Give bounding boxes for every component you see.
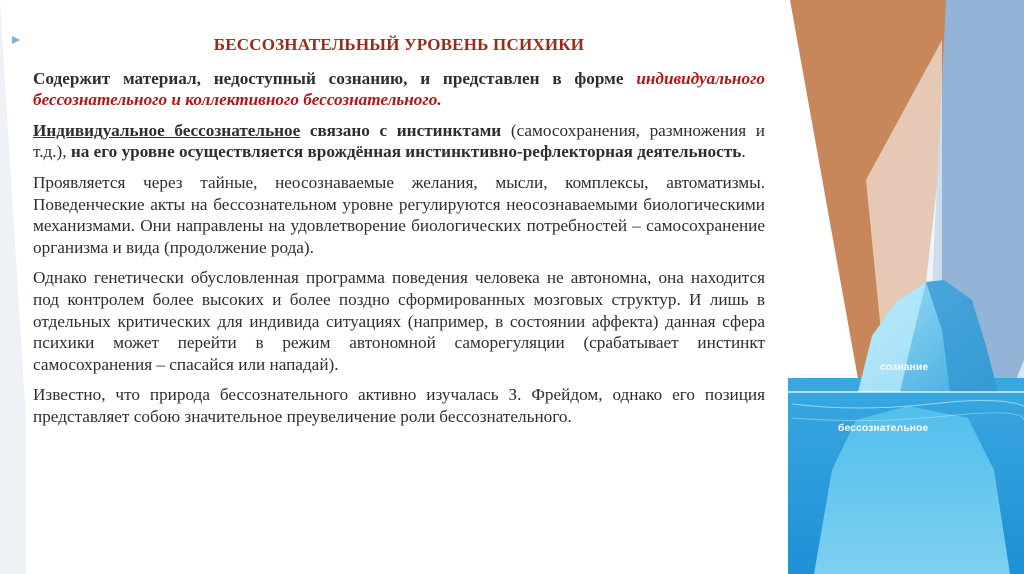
- iceberg-label-conscious: сознание: [880, 361, 929, 373]
- p2-normal: (самосохранения, размножения и т.д.),: [33, 120, 765, 162]
- paragraph-5: Известно, что природа бессознательного активно изучалась З. Фрейдом, однако его позиция представляет собою значительное преувеличение роли бессознательного.: [33, 385, 765, 426]
- p2-bold1: связано с инстинктами: [300, 120, 502, 140]
- p2-end: .: [741, 142, 746, 162]
- p2-bold2: на его уровне осуществляется врождённая инстинктивно-рефлекторная деятельность: [66, 142, 742, 162]
- p1-highlight: индивидуального бессознательного и коллективного бессознательного: [33, 68, 766, 110]
- p1-lead: Содержит материал, недоступный сознанию, и представлен в форме: [33, 68, 624, 88]
- accent-triangle-shape: [12, 36, 20, 44]
- left-triangle-shape: [0, 0, 26, 574]
- iceberg-label-unconscious: бессознательное: [838, 422, 929, 434]
- paragraph-3: Проявляется через тайные, неосознаваемые желания, мысли, комплексы, автоматизмы. Поведенческие акты на бессознательном уровне регулируются неосознаваемыми биологическими механизмами. Они направлены на удовлетворение биологических потребностей – самосохранение организма и вида (продолжение рода).: [33, 172, 765, 257]
- slide-title: БЕССОЗНАТЕЛЬНЫЙ УРОВЕНЬ ПСИХИКИ: [213, 35, 585, 54]
- slide-content: [33, 34, 765, 437]
- paragraph-4: Однако генетически обусловленная программа поведения человека не автономна, она находится под контролем более высоких и более поздно сформированных мозговых структур. И лишь в отдельных критических для индивида ситуациях (например, в состоянии аффекта) данная сфера психики может перейти в режим автономной саморегуляции (срабатывает инстинкт самосохранения – спасайся или нападай).: [33, 268, 765, 374]
- paragraph-1: [33, 68, 765, 111]
- paragraph-2: [33, 120, 765, 163]
- p1-end: .: [437, 90, 442, 110]
- p2-term: Индивидуальное бессознательное: [33, 120, 301, 140]
